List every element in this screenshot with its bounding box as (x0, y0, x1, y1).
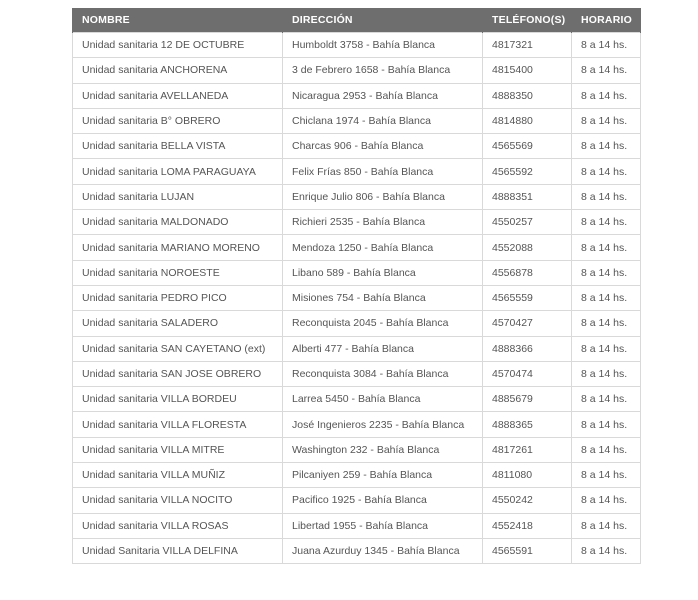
table-row (73, 285, 641, 310)
cell-direccion: Nicaragua 2953 - Bahía Blanca (283, 83, 483, 108)
cell-direccion: Misiones 754 - Bahía Blanca (283, 285, 483, 310)
cell-telefono: 4550257 (483, 210, 572, 235)
cell-direccion: Mendoza 1250 - Bahía Blanca (283, 235, 483, 260)
table-row (73, 83, 641, 108)
cell-telefono: 4888350 (483, 83, 572, 108)
cell-nombre: Unidad sanitaria B° OBRERO (73, 108, 283, 133)
table-row (73, 58, 641, 83)
cell-direccion: Juana Azurduy 1345 - Bahía Blanca (283, 538, 483, 563)
cell-horario: 8 a 14 hs. (572, 463, 641, 488)
cell-telefono: 4814880 (483, 108, 572, 133)
cell-direccion: 3 de Febrero 1658 - Bahía Blanca (283, 58, 483, 83)
cell-telefono: 4888366 (483, 336, 572, 361)
cell-nombre: Unidad sanitaria VILLA BORDEU (73, 387, 283, 412)
header-telefonos: TELÉFONO(S) (483, 8, 572, 33)
cell-nombre: Unidad sanitaria SAN JOSE OBRERO (73, 361, 283, 386)
cell-nombre: Unidad sanitaria SALADERO (73, 311, 283, 336)
cell-telefono: 4817261 (483, 437, 572, 462)
table-row (73, 108, 641, 133)
cell-nombre: Unidad sanitaria AVELLANEDA (73, 83, 283, 108)
cell-nombre: Unidad Sanitaria VILLA DELFINA (73, 538, 283, 563)
table-row (73, 361, 641, 386)
table-row (73, 235, 641, 260)
cell-nombre: Unidad sanitaria MARIANO MORENO (73, 235, 283, 260)
cell-telefono: 4885679 (483, 387, 572, 412)
cell-telefono: 4556878 (483, 260, 572, 285)
cell-horario: 8 a 14 hs. (572, 336, 641, 361)
table-row (73, 210, 641, 235)
cell-direccion: José Ingenieros 2235 - Bahía Blanca (283, 412, 483, 437)
cell-direccion: Richieri 2535 - Bahía Blanca (283, 210, 483, 235)
table-row (73, 336, 641, 361)
table-row (73, 387, 641, 412)
cell-nombre: Unidad sanitaria MALDONADO (73, 210, 283, 235)
cell-telefono: 4565591 (483, 538, 572, 563)
cell-nombre: Unidad sanitaria LUJAN (73, 184, 283, 209)
table-row (73, 311, 641, 336)
cell-telefono: 4550242 (483, 488, 572, 513)
cell-telefono: 4888351 (483, 184, 572, 209)
cell-telefono: 4565569 (483, 134, 572, 159)
cell-direccion: Reconquista 3084 - Bahía Blanca (283, 361, 483, 386)
table-row (73, 513, 641, 538)
table-row (73, 134, 641, 159)
cell-nombre: Unidad sanitaria SAN CAYETANO (ext) (73, 336, 283, 361)
cell-direccion: Charcas 906 - Bahía Blanca (283, 134, 483, 159)
cell-direccion: Pilcaniyen 259 - Bahía Blanca (283, 463, 483, 488)
cell-nombre: Unidad sanitaria LOMA PARAGUAYA (73, 159, 283, 184)
cell-telefono: 4565559 (483, 285, 572, 310)
cell-horario: 8 a 14 hs. (572, 260, 641, 285)
cell-horario: 8 a 14 hs. (572, 184, 641, 209)
table-row (73, 437, 641, 462)
cell-direccion: Enrique Julio 806 - Bahía Blanca (283, 184, 483, 209)
cell-telefono: 4817321 (483, 33, 572, 58)
cell-horario: 8 a 14 hs. (572, 285, 641, 310)
cell-nombre: Unidad sanitaria ANCHORENA (73, 58, 283, 83)
cell-horario: 8 a 14 hs. (572, 412, 641, 437)
cell-horario: 8 a 14 hs. (572, 134, 641, 159)
cell-horario: 8 a 14 hs. (572, 235, 641, 260)
cell-horario: 8 a 14 hs. (572, 361, 641, 386)
table-row (73, 412, 641, 437)
cell-horario: 8 a 14 hs. (572, 488, 641, 513)
table-row (73, 488, 641, 513)
cell-nombre: Unidad sanitaria VILLA FLORESTA (73, 412, 283, 437)
table-body (73, 33, 641, 564)
cell-direccion: Humboldt 3758 - Bahía Blanca (283, 33, 483, 58)
cell-horario: 8 a 14 hs. (572, 159, 641, 184)
cell-horario: 8 a 14 hs. (572, 210, 641, 235)
cell-direccion: Chiclana 1974 - Bahía Blanca (283, 108, 483, 133)
cell-nombre: Unidad sanitaria 12 DE OCTUBRE (73, 33, 283, 58)
cell-horario: 8 a 14 hs. (572, 58, 641, 83)
cell-horario: 8 a 14 hs. (572, 311, 641, 336)
table-row (73, 538, 641, 563)
cell-nombre: Unidad sanitaria NOROESTE (73, 260, 283, 285)
cell-nombre: Unidad sanitaria PEDRO PICO (73, 285, 283, 310)
cell-horario: 8 a 14 hs. (572, 108, 641, 133)
table-row (73, 159, 641, 184)
header-horario: HORARIO (572, 8, 641, 33)
cell-telefono: 4570474 (483, 361, 572, 386)
cell-nombre: Unidad sanitaria VILLA MUÑIZ (73, 463, 283, 488)
cell-horario: 8 a 14 hs. (572, 387, 641, 412)
header-row (73, 8, 641, 33)
table-row (73, 184, 641, 209)
cell-nombre: Unidad sanitaria VILLA ROSAS (73, 513, 283, 538)
cell-telefono: 4888365 (483, 412, 572, 437)
cell-telefono: 4552418 (483, 513, 572, 538)
cell-telefono: 4570427 (483, 311, 572, 336)
cell-telefono: 4811080 (483, 463, 572, 488)
health-units-table (72, 8, 641, 564)
cell-horario: 8 a 14 hs. (572, 33, 641, 58)
cell-horario: 8 a 14 hs. (572, 513, 641, 538)
cell-nombre: Unidad sanitaria BELLA VISTA (73, 134, 283, 159)
table-row (73, 463, 641, 488)
cell-direccion: Reconquista 2045 - Bahía Blanca (283, 311, 483, 336)
cell-horario: 8 a 14 hs. (572, 538, 641, 563)
cell-direccion: Libano 589 - Bahía Blanca (283, 260, 483, 285)
cell-nombre: Unidad sanitaria VILLA MITRE (73, 437, 283, 462)
cell-telefono: 4815400 (483, 58, 572, 83)
header-direccion: DIRECCIÓN (283, 8, 483, 33)
cell-direccion: Washington 232 - Bahía Blanca (283, 437, 483, 462)
table-row (73, 33, 641, 58)
cell-horario: 8 a 14 hs. (572, 83, 641, 108)
cell-telefono: 4552088 (483, 235, 572, 260)
cell-horario: 8 a 14 hs. (572, 437, 641, 462)
table-header (73, 8, 641, 33)
cell-direccion: Larrea 5450 - Bahía Blanca (283, 387, 483, 412)
cell-telefono: 4565592 (483, 159, 572, 184)
cell-direccion: Felix Frías 850 - Bahía Blanca (283, 159, 483, 184)
cell-nombre: Unidad sanitaria VILLA NOCITO (73, 488, 283, 513)
cell-direccion: Alberti 477 - Bahía Blanca (283, 336, 483, 361)
cell-direccion: Libertad 1955 - Bahía Blanca (283, 513, 483, 538)
cell-direccion: Pacifico 1925 - Bahía Blanca (283, 488, 483, 513)
header-nombre: NOMBRE (73, 8, 283, 33)
table-row (73, 260, 641, 285)
